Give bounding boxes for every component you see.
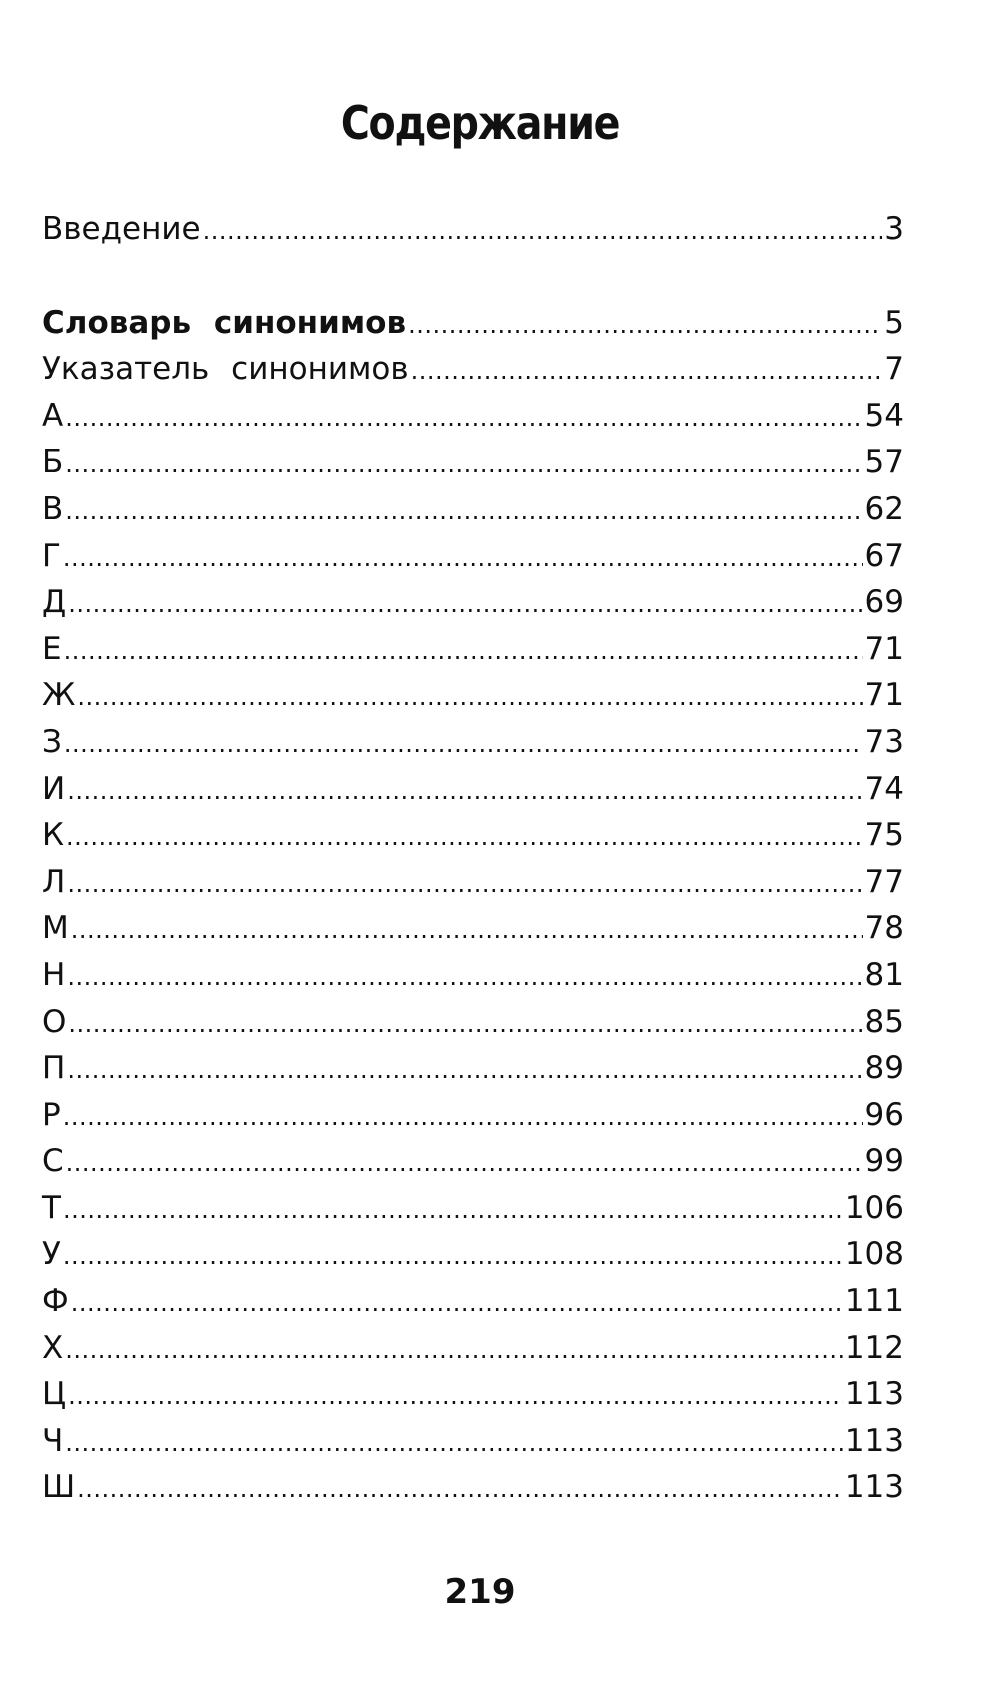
toc-entry-letter-u[interactable] [42,1231,904,1278]
toc-entry-label: К [42,817,65,854]
page-title: Содержание [340,96,620,150]
toc-entry-label: Ф [42,1283,69,1320]
dot-leader [68,1001,862,1048]
toc-entry-page: 106 [844,1189,904,1226]
toc-entry-label: М [42,910,69,947]
toc-entry-letter-i[interactable] [42,766,904,813]
toc-entry-introduction[interactable] [42,206,904,253]
toc-entry-label: Т [42,1189,61,1226]
toc-entry-page: 113 [844,1469,904,1506]
dot-leader [65,441,862,488]
page-number: 219 [444,1572,516,1612]
toc-entry-label: С [42,1143,64,1180]
toc-entry-page: 69 [864,584,904,621]
toc-entry-page: 54 [864,397,904,434]
toc-entry-letter-ts[interactable] [42,1371,904,1418]
toc-entry-letter-p[interactable] [42,1045,904,1092]
toc-entry-page: 3 [884,211,904,247]
dot-leader [77,1466,843,1513]
toc-entry-page: 62 [864,490,904,527]
dot-leader [71,907,863,954]
toc-entry-page: 89 [864,1050,904,1087]
toc-entry-letter-a[interactable] [42,393,904,440]
toc-entry-letter-t[interactable] [42,1185,904,1232]
toc-entry-page: 77 [864,863,904,900]
toc-entry-letter-o[interactable] [42,999,904,1046]
toc-entry-page: 112 [844,1329,904,1366]
toc-entry-letter-m[interactable] [42,905,904,952]
toc-entry-letter-sh[interactable] [42,1464,904,1511]
toc-entry-page: 7 [884,351,904,388]
toc-entry-label: В [42,490,64,527]
toc-entry-label: Ж [42,677,76,714]
toc-entry-letter-f[interactable] [42,1278,904,1325]
toc-entry-letter-r[interactable] [42,1092,904,1139]
toc-entry-page: 71 [864,630,904,667]
toc-entry-label: У [42,1236,61,1273]
toc-entry-page: 96 [864,1096,904,1133]
toc-entry-letter-zh[interactable] [42,672,904,719]
toc-entry-label: Ч [42,1422,64,1459]
toc-entry-label: Л [42,863,66,900]
toc-entry-letter-b[interactable] [42,439,904,486]
toc-entry-letter-l[interactable] [42,859,904,906]
toc-entry-label: Ц [42,1376,67,1413]
dot-leader [63,535,863,582]
dot-leader [63,1187,843,1234]
dot-leader [66,1140,863,1187]
toc-entry-page: 111 [844,1283,904,1320]
dot-leader [65,488,862,535]
dot-leader [63,1233,843,1280]
toc-entry-label: П [42,1050,66,1087]
toc-entry-letter-e[interactable] [42,626,904,673]
toc-entry-label: Р [42,1096,61,1133]
dot-leader [408,302,882,349]
toc-entry-label: Словарь синонимов [42,304,407,341]
toc-entry-label: Н [42,956,66,993]
toc-entry-page: 73 [864,723,904,760]
toc-entry-letter-ch[interactable] [42,1418,904,1465]
dot-leader [411,348,883,395]
dot-leader [71,1280,843,1327]
dot-leader [67,954,862,1001]
toc-entry-label: Х [42,1329,64,1366]
toc-entry-dictionary[interactable] [42,300,904,347]
toc-entry-label: О [42,1003,67,1040]
toc-entry-label: Б [42,444,64,481]
toc-entry-page: 81 [864,956,904,993]
toc-entry-label: Введение [42,211,201,247]
toc-entry-page: 99 [864,1143,904,1180]
dot-leader [68,1373,843,1420]
toc-entry-label: А [42,397,64,434]
toc-entry-letter-s[interactable] [42,1138,904,1185]
toc-entry-page: 113 [844,1422,904,1459]
toc-entry-page: 5 [884,304,904,341]
dot-leader [77,674,862,721]
toc-entry-label: Ш [42,1469,76,1506]
toc-entry-letter-v[interactable] [42,486,904,533]
dot-leader [65,395,862,442]
toc-entry-label: Д [42,584,67,621]
dot-leader [67,768,862,815]
dot-leader [67,861,862,908]
toc-entry-page: 113 [844,1376,904,1413]
toc-entry-label: Указатель синонимов [42,351,409,388]
dot-leader [68,581,862,628]
toc-entry-label: Г [42,537,61,574]
dot-leader [63,1094,863,1141]
dot-leader [66,814,863,861]
toc-entry-label: З [42,723,62,760]
dot-leader [65,1327,843,1374]
dot-leader [64,628,863,675]
dot-leader [64,721,863,768]
toc-entry-letter-n[interactable] [42,952,904,999]
toc-entry-label: Е [42,630,62,667]
toc-entry-page: 71 [864,677,904,714]
dot-leader [67,1047,862,1094]
toc-entry-page: 85 [864,1003,904,1040]
dot-leader [65,1420,843,1467]
toc-entry-page: 108 [844,1236,904,1273]
toc-entry-letter-kh[interactable] [42,1325,904,1372]
toc-entry-page: 74 [864,770,904,807]
dot-leader [203,208,883,255]
toc-entry-page: 78 [864,910,904,947]
toc-entry-letter-d[interactable] [42,579,904,626]
toc-entry-index[interactable] [42,346,904,393]
toc-entry-page: 67 [864,537,904,574]
toc-entry-letter-g[interactable] [42,533,904,580]
toc-entry-label: И [42,770,66,807]
toc-entry-page: 57 [864,444,904,481]
toc-entry-letter-z[interactable] [42,719,904,766]
toc-entry-letter-k[interactable] [42,812,904,859]
toc-entry-page: 75 [864,817,904,854]
table-of-contents [42,206,904,1511]
